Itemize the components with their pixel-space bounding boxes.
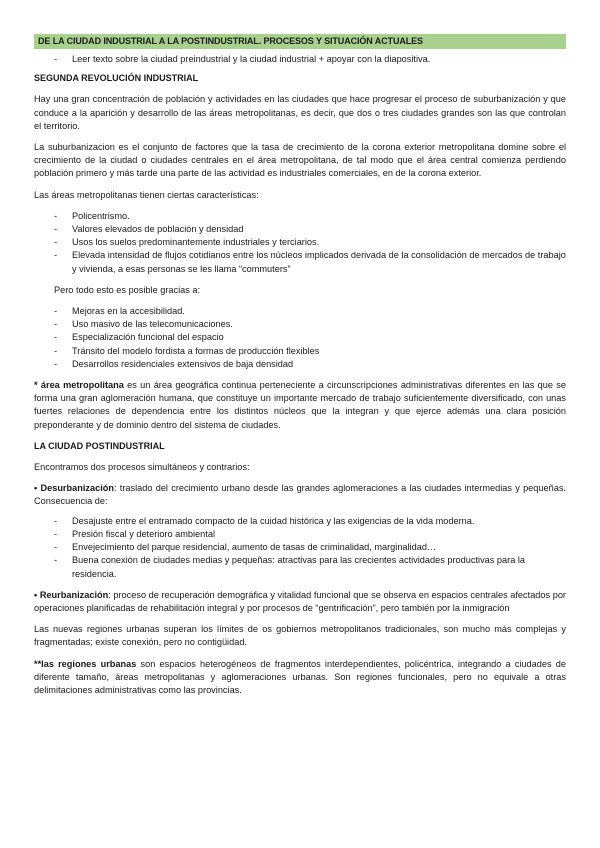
desurbanizacion-paragraph <box>34 482 566 508</box>
enablers-list <box>34 305 566 371</box>
list-item: - Desajuste entre el entramado compacto de la cuidad histórica y las exigencias de la vida moderna. <box>34 515 566 528</box>
document-title: DE LA CIUDAD INDUSTRIAL A LA POSTINDUSTRIAL. PROCESOS Y SITUACIÓN ACTUALES <box>34 34 566 49</box>
consequences-list <box>34 515 566 581</box>
list-item: - Elevada intensidad de flujos cotidianos entre los núcleos implicados derivada de la consolidación de mercados de trabajo y vivienda, a esas personas se les llama “commuters” <box>34 249 566 275</box>
term: • Reurbanización <box>34 589 109 600</box>
intro-list <box>34 53 566 66</box>
list-item: - Buena conexión de ciudades medias y pequeñas: atractivas para las crecientes actividades productivas para la residencia. <box>34 554 566 580</box>
paragraph: Las nuevas regiones urbanas superan los límites de os gobiernos metropolitanos tradicionales, son mucho más complejas y fragmentadas; existe conexión, pero no contigüidad. <box>34 624 566 648</box>
section-heading-ciudad-postindustrial: LA CIUDAD POSTINDUSTRIAL <box>34 440 165 451</box>
list-item: - Presión fiscal y deterioro ambiental <box>34 528 566 541</box>
definition-area-metropolitana <box>34 379 566 432</box>
list-item: - Desarrollos residenciales extensivos de baja densidad <box>34 358 566 371</box>
definition-text: es un área geográfica continua perteneciente a circunscripciones administrativas diferentes en las que se forma una gran aglomeración humana, que constituye un importante mercado de trabajo suficientemente diversificado, con unas fuertes relaciones de dependencia entre los distintos núcleos que la integran y que ejerce además una clara posición preponderante y de dominio dentro del sistema de ciudades. <box>34 380 566 430</box>
list-item: - Leer texto sobre la ciudad preindustrial y la ciudad industrial + apoyar con la diapositiva. <box>34 53 566 66</box>
list-item: - Uso masivo de las telecomunicaciones. <box>34 318 566 331</box>
list-item: - Mejoras en la accesibilidad. <box>34 305 566 318</box>
term: **las regiones urbanas <box>34 658 137 669</box>
definition-text: : traslado del crecimiento urbano desde las grandes aglomeraciones a las ciudades intermedias y pequeñas. Consecuencia de: <box>34 483 566 507</box>
section-heading-segunda-revolucion: SEGUNDA REVOLUCIÓN INDUSTRIAL <box>34 73 199 84</box>
paragraph: Hay una gran concentración de población y actividades en las ciudades que hace progresar el proceso de suburbanización y que conduce a la aparición y desarrollo de las áreas metropolitanas, es decir, que dos o tres ciudades grandes son las que controlan el territorio. <box>34 94 566 131</box>
paragraph: La suburbanizacion es el conjunto de factores que la tasa de crecimiento de la corona exterior metropolitana domine sobre el crecimiento de la ciudad o ciudades centrales en el área metropolitana, de tal modo que el área central comienza perdiendo población primero y más tarde una parte de las actividad es industriales comerciales, en de la corona exterior. <box>34 142 566 179</box>
term: * área metropolitana <box>34 380 124 391</box>
list-item: - Usos los suelos predominantemente industriales y terciarios. <box>34 236 566 249</box>
paragraph: Pero todo esto es posible gracias a: <box>54 284 201 295</box>
characteristics-list <box>34 210 566 276</box>
list-item: - Policentrismo. <box>34 210 566 223</box>
paragraph: Encontramos dos procesos simultáneos y contrarios: <box>34 462 250 473</box>
definition-regiones-urbanas <box>34 658 566 698</box>
definition-text: son espacios heterogéneos de fragmentos interdependientes, policéntrica, integrando a ciudades de diferente tamaño, áreas metropolitanas y aglomeraciones urbanas. Son regiones funcionales, pero no equivale a otras delimitaciones administrativas como las provincias. <box>34 658 566 695</box>
definition-text: : proceso de recuperación demográfica y vitalidad funcional que se observa en espacios centrales afectados por operaciones planificadas de rehabilitación integral y por procesos de “gentrificación”, pero también por la inmigración <box>34 589 566 613</box>
reurbanizacion-paragraph <box>34 589 566 615</box>
paragraph: Las áreas metropolitanas tienen ciertas características: <box>34 189 259 200</box>
term: • Desurbanización <box>34 483 114 494</box>
list-item: - Envejecimiento del parque residencial, aumento de tasas de criminalidad, marginalidad… <box>34 541 566 554</box>
list-item: - Tránsito del modelo fordista a formas de producción flexibles <box>34 345 566 358</box>
list-item: - Valores elevados de población y densidad <box>34 223 566 236</box>
document-page <box>34 34 566 697</box>
list-item: - Especialización funcional del espacio <box>34 331 566 344</box>
